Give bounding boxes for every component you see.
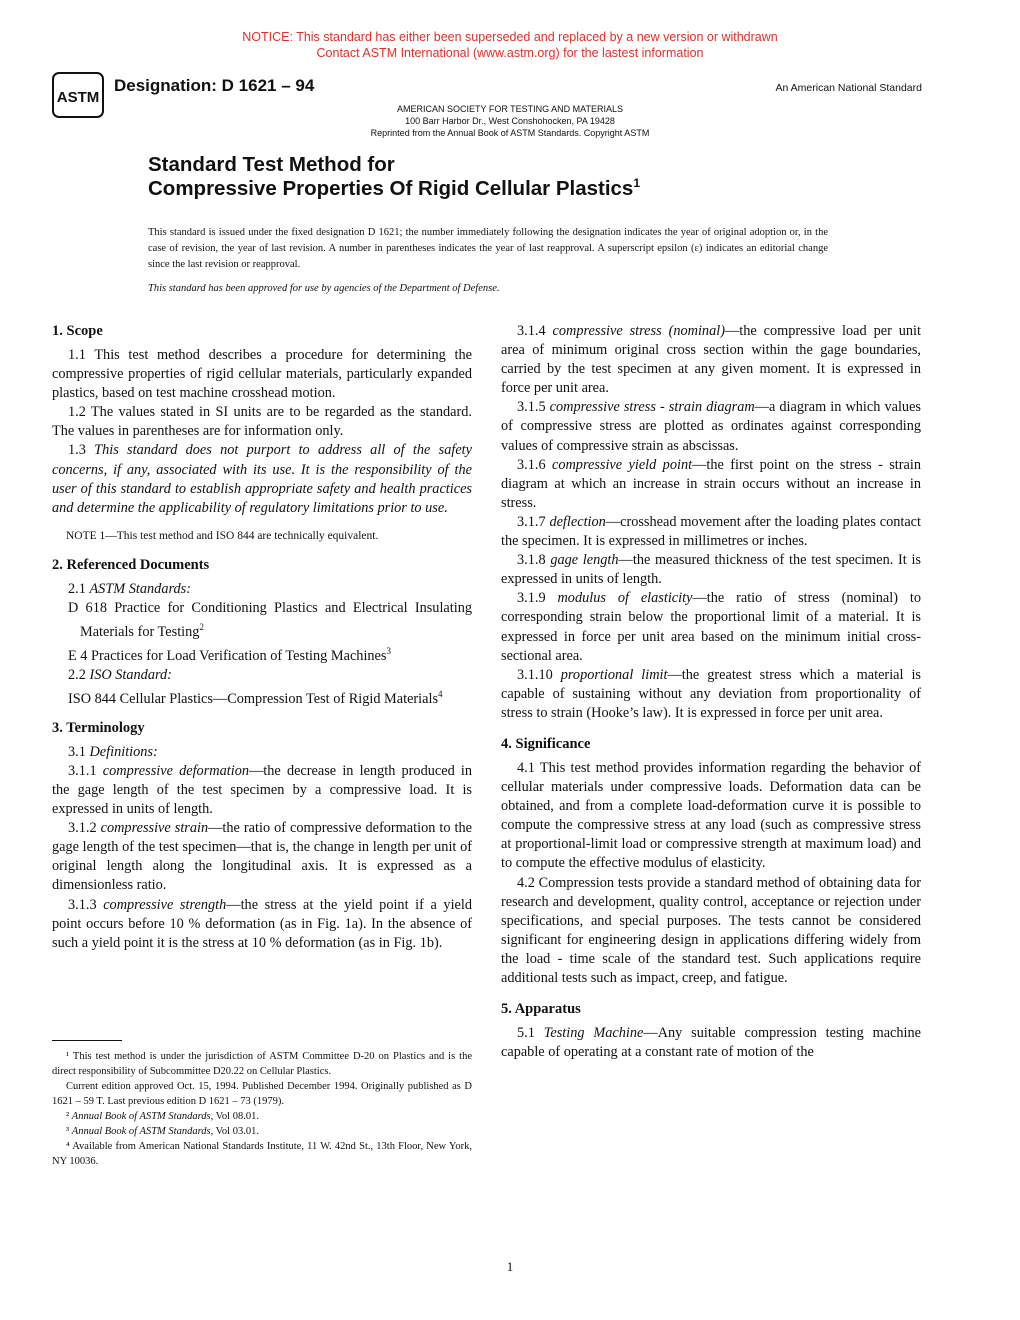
reprint-note: Reprinted from the Annual Book of ASTM Standards. Copyright ASTM <box>370 128 650 138</box>
def-3-1-9: 3.1.9 modulus of elasticity—the ratio of stress (nominal) to corresponding strain below the proportional limit of a material. It is expressed in force per unit area based on the minimum initial cross-sectional area. <box>501 590 921 664</box>
notice-line-2: Contact ASTM International (www.astm.org) for the lastest information <box>316 46 704 60</box>
para-1-3: 1.3 This standard does not purport to address all of the safety concerns, if any, associated with its use. It is the responsibility of the user of this standard to establish appropriate safety and health practices and determine the applicability of regulatory limitations prior to use. <box>52 442 472 516</box>
footnote-1b: Current edition approved Oct. 15, 1994. Published December 1994. Originally published as D 1621 – 59 T. Last previous edition D 1621 – 73 (1979). <box>52 1081 472 1107</box>
ref-iso844: ISO 844 Cellular Plastics—Compression Test of Rigid Materials$^4$ <box>68 688 443 707</box>
org-address: 100 Barr Harbor Dr., West Conshohocken, PA 19428 <box>405 116 615 126</box>
american-national-standard: An American National Standard <box>775 82 922 94</box>
footnote-3: ³ Annual Book of ASTM Standards, Vol 03.01. <box>66 1126 259 1137</box>
footnote-2: ² Annual Book of ASTM Standards, Vol 08.01. <box>66 1111 259 1122</box>
def-3-1-4: 3.1.4 compressive stress (nominal)—the compressive load per unit area of minimum original cross section within the gage boundaries, carried by the test specimen at any given moment. It is expressed in force per unit area. <box>501 323 921 397</box>
def-3-1-8: 3.1.8 gage length—the measured thickness of the test specimen. It is expressed in units of length. <box>501 552 921 588</box>
section-significance-heading: 4. Significance <box>501 735 591 752</box>
para-2-2: 2.2 ISO Standard: <box>68 666 172 683</box>
issue-note: This standard is issued under the fixed designation D 1621; the number immediately following the designation indicates the year of original adoption or, in the case of revision, the year of last revision. A number in parentheses indicates the year of last reapproval. A superscript epsilon (ε) indicates an editorial change since the last revision or reapproval. <box>148 227 828 270</box>
page-number: 1 <box>506 1259 514 1274</box>
ref-d618: D 618 Practice for Conditioning Plastics and Electrical Insulating Materials for Testing$^2$ <box>68 600 472 640</box>
para-1-1: 1.1 This test method describes a procedure for determining the compressive properties of rigid cellular materials, particularly expanded plastics, based on test machine crosshead motion. <box>52 347 472 402</box>
dod-note: This standard has been approved for use by agencies of the Department of Defense. <box>148 283 500 294</box>
note-1: NOTE 1—This test method and ISO 844 are technically equivalent. <box>66 529 379 542</box>
section-terminology-heading: 3. Terminology <box>52 719 145 736</box>
def-3-1-6: 3.1.6 compressive yield point—the first point on the stress - strain diagram at which an increase in strain occurs without an increase in stress. <box>501 456 921 511</box>
right-column <box>501 322 921 1062</box>
section-scope-heading: 1. Scope <box>52 323 103 339</box>
def-3-1-1: 3.1.1 compressive deformation—the decrease in length produced in the gage length of the test specimen by a compressive load. It is expressed in units of length. <box>52 762 473 818</box>
para-2-1: 2.1 ASTM Standards: <box>68 580 191 597</box>
footnote-rule <box>52 1040 122 1041</box>
para-4-2: 4.2 Compression tests provide a standard method of obtaining data for research and development, quality control, acceptance or rejection under specifications, and special purposes. The tests cannot be considered significant for engineering design in applications differing widely from the load - time scale of the standard test. Such applications require additional tests such as impact, creep, and fatigue. <box>501 874 921 986</box>
org-name: AMERICAN SOCIETY FOR TESTING AND MATERIALS <box>396 104 624 114</box>
def-3-1-2: 3.1.2 compressive strain—the ratio of compressive deformation to the gage length of the test specimen—that is, the change in length per unit of original length along the longitudinal axis. It is expressed as a dimensionless ratio. <box>52 820 472 894</box>
footnote-1a: ¹ This test method is under the jurisdiction of ASTM Committee D-20 on Plastics and is the direct responsibility of Subcommittee D20.22 on Cellular Plastics. <box>52 1051 472 1077</box>
notice-line-1: NOTICE: This standard has either been superseded and replaced by a new version or withdrawn <box>242 30 778 44</box>
para-3-1: 3.1 Definitions: <box>68 743 158 760</box>
section-apparatus-heading: 5. Apparatus <box>501 1001 581 1018</box>
title-line-1: Standard Test Method for <box>148 153 395 176</box>
def-3-1-10: 3.1.10 proportional limit—the greatest stress which a material is capable of sustaining without any deviation from proportionality of stress to strain (Hooke’s law). It is expressed in force per unit area. <box>501 666 921 721</box>
section-referenced-documents-heading: 2. Referenced Documents <box>52 556 210 573</box>
def-3-1-5: 3.1.5 compressive stress - strain diagram—a diagram in which values of compressive stress are plotted as ordinates against corresponding values of compressive strain as abscissas. <box>501 399 921 454</box>
svg-text:ASTM: ASTM <box>56 89 100 106</box>
title-line-2: Compressive Properties Of Rigid Cellular Plastics$^1$ <box>148 176 641 200</box>
ref-e4: E 4 Practices for Load Verification of Testing Machines$^3$ <box>68 645 391 664</box>
def-3-1-3: 3.1.3 compressive strength—the stress at the yield point if a yield point occurs before 10 % deformation (as in Fig. 1a). In the absence of such a yield point it is the stress at 10 % deformation (as in Fig. 1b). <box>52 896 473 951</box>
para-4-1: 4.1 This test method provides information regarding the behavior of cellular materials under compressive loads. Deformation data can be obtained, and from a complete load-deformation curve it is possible to compute the compressive stress at any load (such as compressive stress at proportional-limit load or compressive strength at maximum load) and to compute the effective modulus of elasticity. <box>501 759 921 872</box>
left-column <box>52 322 472 953</box>
para-1-2: 1.2 The values stated in SI units are to be regarded as the standard. The values in parentheses are for information only. <box>52 404 472 440</box>
designation: Designation: D 1621 – 94 <box>114 76 315 95</box>
footnotes <box>52 1049 472 1169</box>
def-3-1-7: 3.1.7 deflection—crosshead movement after the loading plates contact the specimen. It is expressed in millimetres or inches. <box>501 513 922 550</box>
footnote-4: ⁴ Available from American National Standards Institute, 11 W. 42nd St., 13th Floor, New York, NY 10036. <box>52 1141 472 1167</box>
para-5-1: 5.1 Testing Machine—Any suitable compression testing machine capable of operating at a constant rate of motion of the <box>501 1025 922 1061</box>
